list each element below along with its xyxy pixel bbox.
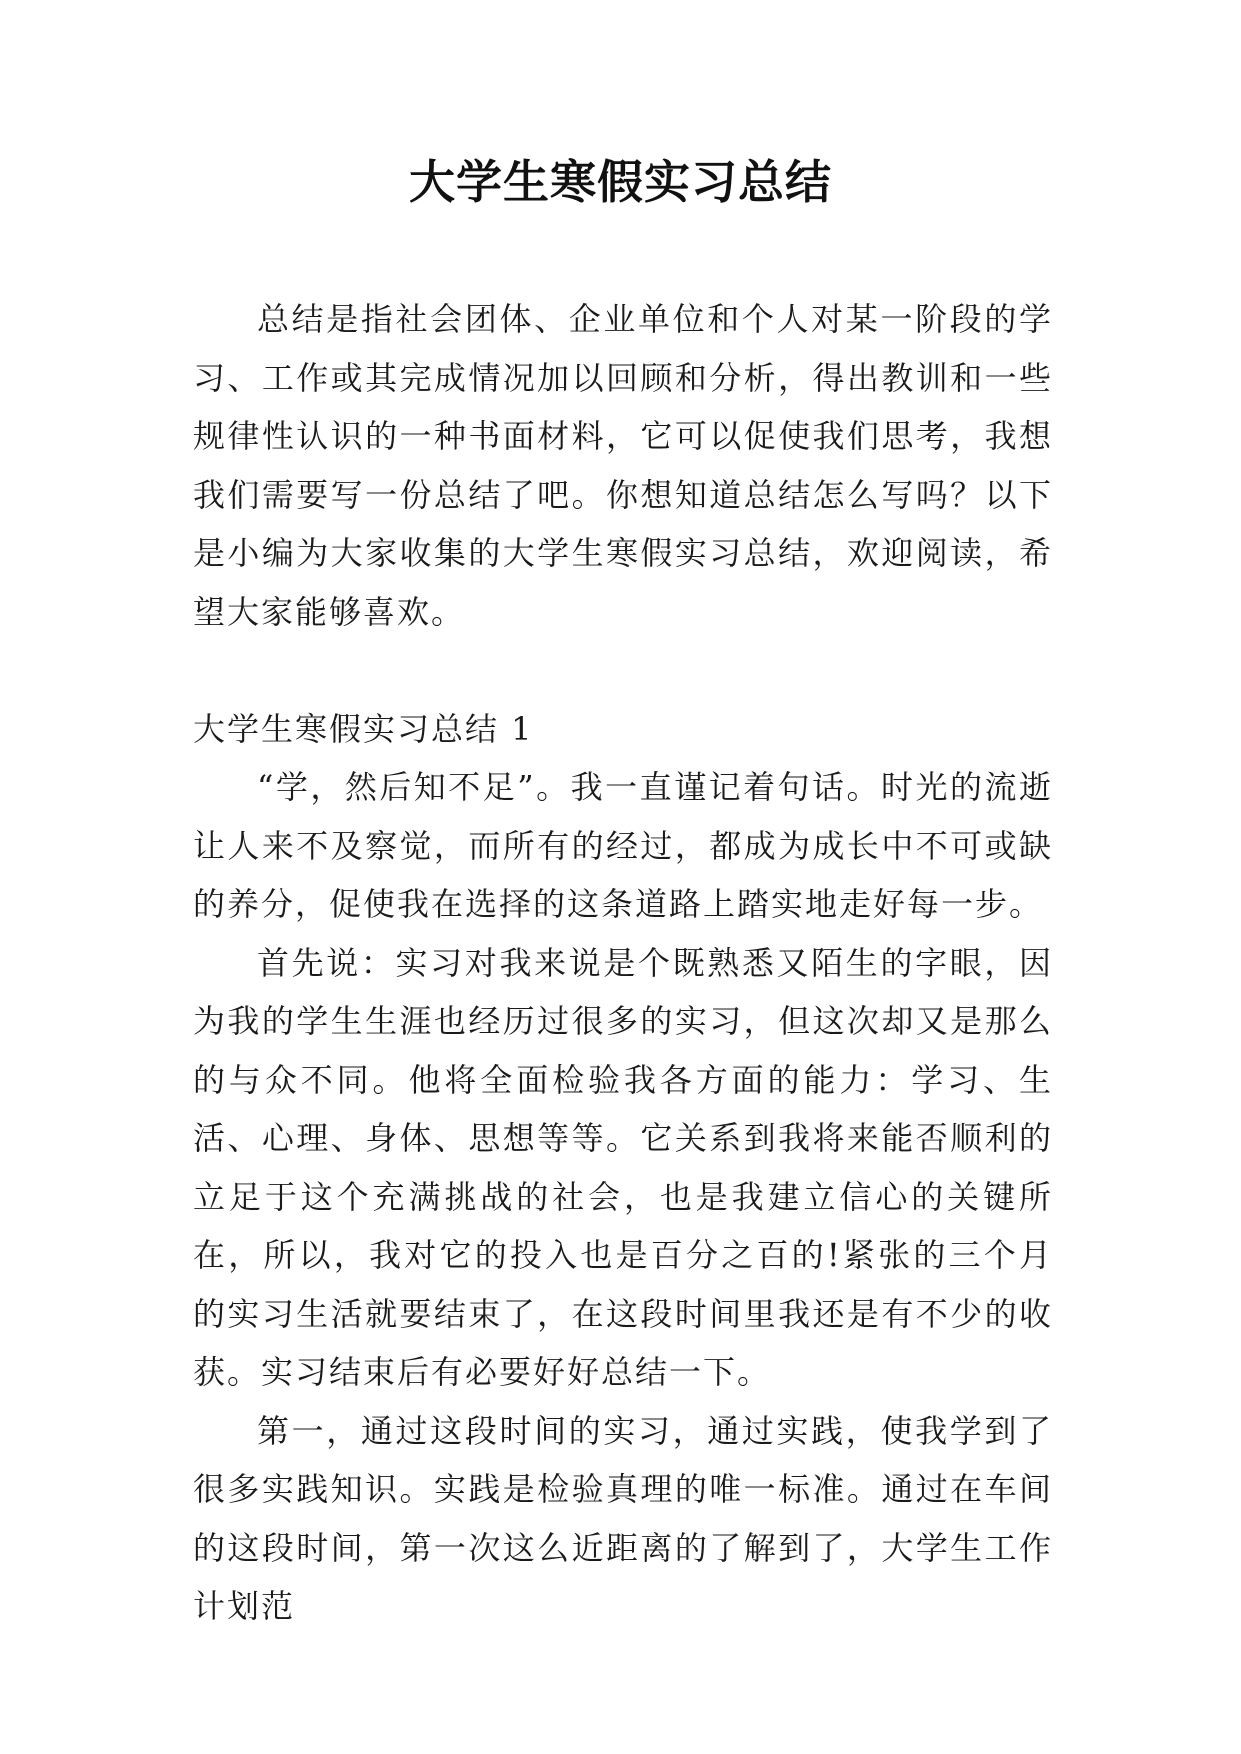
body-paragraph-2: 首先说：实习对我来说是个既熟悉又陌生的字眼，因为我的学生生涯也经历过很多的实习，但这次却又是那么的与众不同。他将全面检验我各方面的能力：学习、生活、心理、身体、思想等等。它关系到我将来能否顺利的立足于这个充满挑战的社会，也是我建立信心的关键所在，所以，我对它的投入也是百分之百的!紧张的三个月的实习生活就要结束了，在这段时间里我还是有不少的收获。实习结束后有必要好好总结一下。 [193, 943, 1053, 1391]
body-paragraph-3: 第一，通过这段时间的实习，通过实践，使我学到了很多实践知识。实践是检验真理的唯一标准。通过在车间的这段时间，第一次这么近距离的了解到了，大学生工作计划范 [193, 1411, 1053, 1625]
intro-paragraph: 总结是指社会团体、企业单位和个人对某一阶段的学习、工作或其完成情况加以回顾和分析，得出教训和一些规律性认识的一种书面材料，它可以促使我们思考，我想我们需要写一份总结了吧。你想知道总结怎么写吗？以下是小编为大家收集的大学生寒假实习总结，欢迎阅读，希望大家能够喜欢。 [193, 300, 1053, 631]
intro-block [193, 290, 1053, 641]
section-heading: 大学生寒假实习总结 1 [193, 710, 534, 748]
body-paragraph-1: “学，然后知不足”。我一直谨记着句话。时光的流逝让人来不及察觉，而所有的经过，都成为成长中不可或缺的养分，促使我在选择的这条道路上踏实地走好每一步。 [193, 768, 1053, 923]
section-body [193, 758, 1053, 1636]
document-title: 大学生寒假实习总结 [409, 155, 832, 209]
